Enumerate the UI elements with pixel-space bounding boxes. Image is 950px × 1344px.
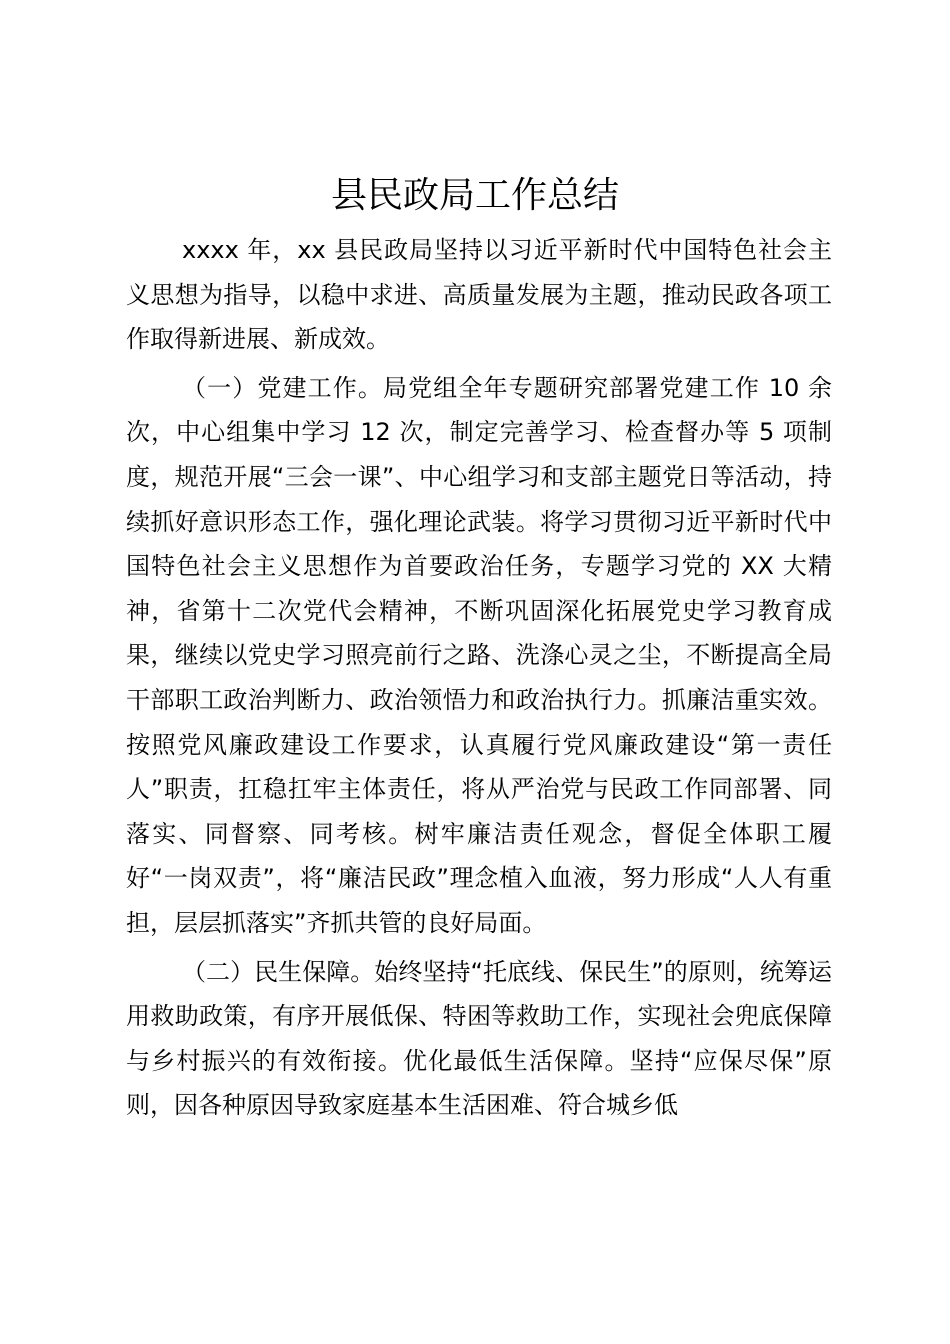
livelihood-security-paragraph: （二）民生保障。始终坚持“托底线、保民生”的原则，统筹运用救助政策，有序开展低保、特困等救助工作，实现社会兜底保障与乡村振兴的有效衔接。优化最低生活保障。坚持“应保尽保”原则，因各种原因导致家庭基本生活困难、符合城乡低: [126, 957, 832, 1120]
intro-paragraph: xxxx 年，xx 县民政局坚持以习近平新时代中国特色社会主义思想为指导，以稳中求进、高质量发展为主题，推动民政各项工作取得新进展、新成效。: [126, 236, 832, 354]
document-body: [126, 228, 832, 1132]
party-building-paragraph: （一）党建工作。局党组全年专题研究部署党建工作 10 余次，中心组集中学习 12 次，制定完善学习、检查督办等 5 项制度，规范开展“三会一课”、中心组学习和支部主题党日等活动，持续抓好意识形态工作，强化理论武装。将学习贯彻习近平新时代中国特色社会主义思想作为首要政治任务，专题学习党的 XX 大精神，省第十二次党代会精神，不断巩固深化拓展党史学习教育成果，继续以党史学习照亮前行之路、洗涤心灵之尘，不断提高全局干部职工政治判断力、政治领悟力和政治执行力。抓廉洁重实效。按照党风廉政建设工作要求，认真履行党风廉政建设“第一责任人”职责，扛稳扛牢主体责任，将从严治党与民政工作同部署、同落实、同督察、同考核。树牢廉洁责任观念，督促全体职工履好“一岗双责”，将“廉洁民政”理念植入血液，努力形成“人人有重担，层层抓落实”齐抓共管的良好局面。: [126, 373, 832, 937]
document-title: 县民政局工作总结: [330, 175, 619, 216]
